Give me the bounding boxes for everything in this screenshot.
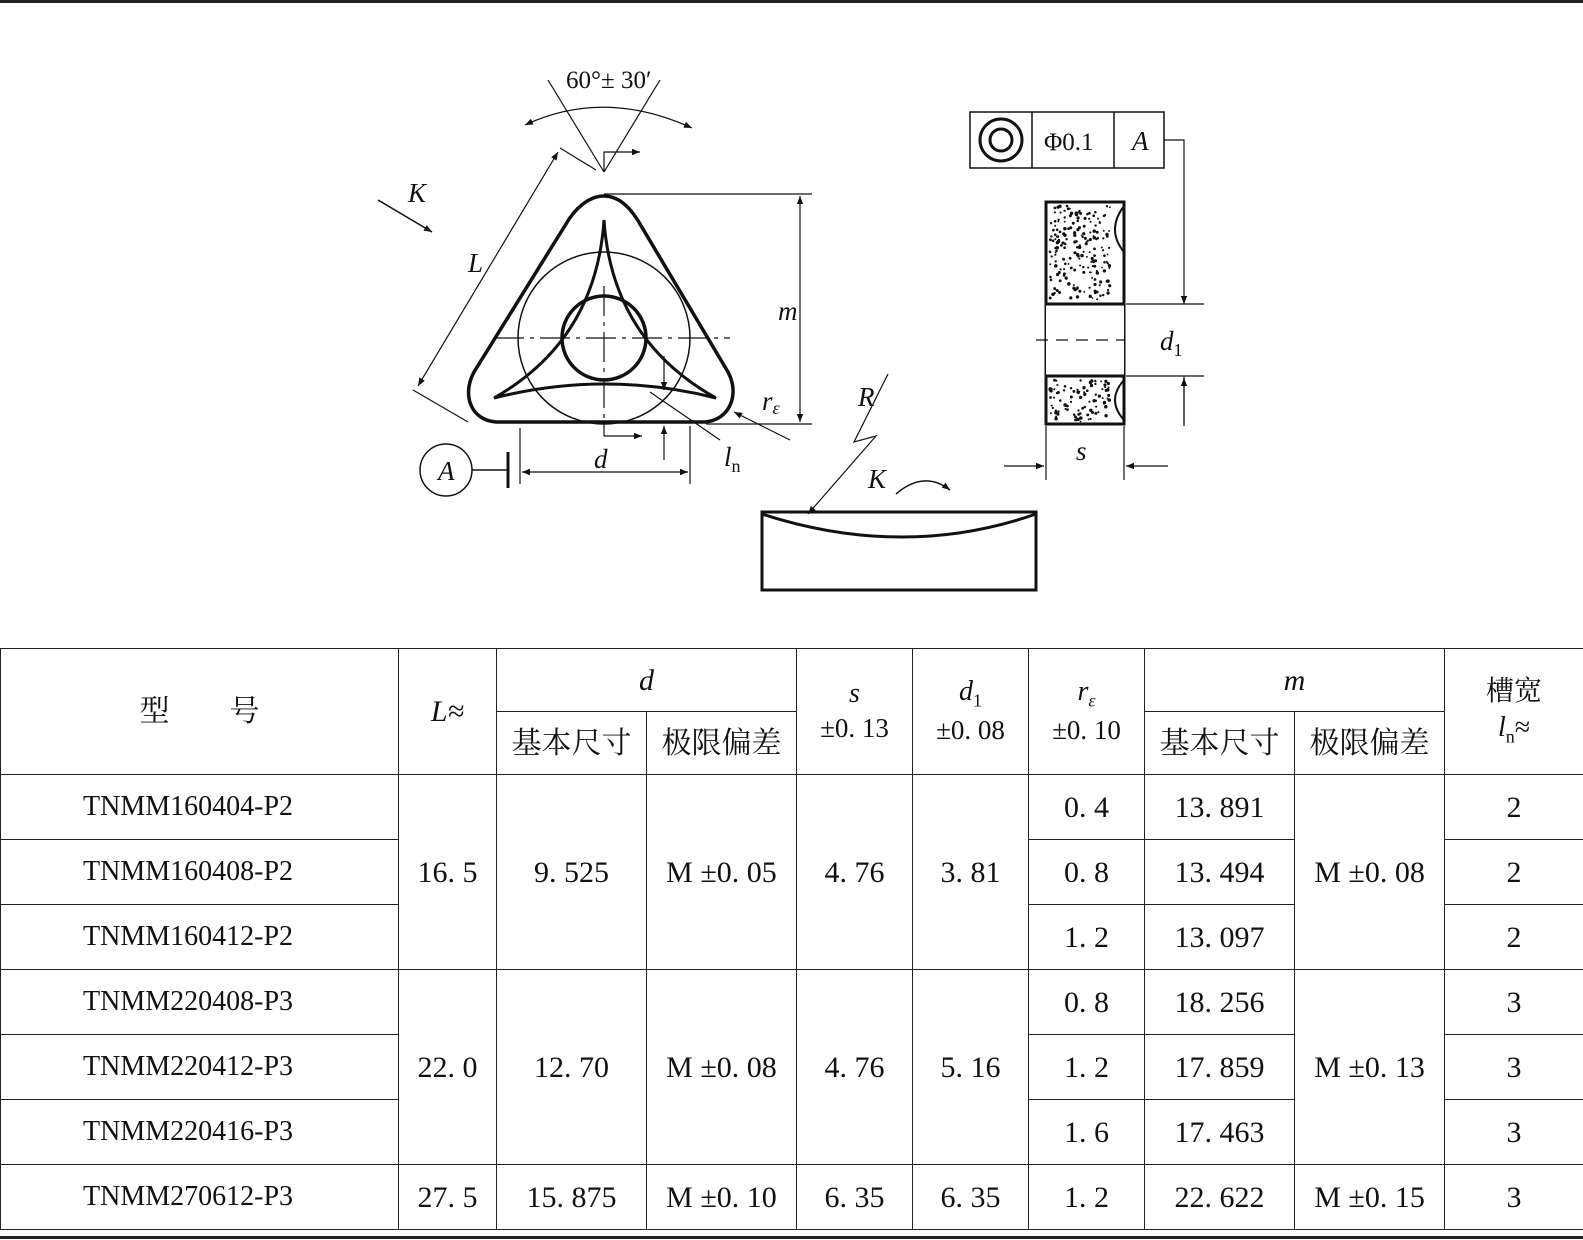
cell-m: 13. 494 <box>1145 840 1295 905</box>
speckle-dot <box>1054 233 1057 236</box>
speckle-dot <box>1078 391 1080 393</box>
speckle-dot <box>1082 266 1085 269</box>
bottom-rule <box>0 1236 1583 1239</box>
speckle-dot <box>1106 261 1108 263</box>
speckle-dot <box>1092 229 1096 233</box>
speckle-dot <box>1075 211 1079 215</box>
insert-spec-table <box>0 648 1583 1230</box>
speckle-dot <box>1076 228 1079 231</box>
speckle-dot <box>1070 387 1072 389</box>
speckle-dot <box>1104 380 1107 383</box>
speckle-dot <box>1063 272 1066 275</box>
speckle-dot <box>1103 269 1106 272</box>
speckle-dot <box>1057 219 1059 221</box>
speckle-dot <box>1049 250 1052 253</box>
speckle-dot <box>1088 418 1090 420</box>
speckle-dot <box>1051 405 1053 407</box>
speckle-dot <box>1078 290 1081 293</box>
cell-s: 6. 35 <box>797 1165 913 1230</box>
speckle-dot <box>1072 222 1075 225</box>
cell-d: 9. 525 <box>497 775 647 970</box>
speckle-dot <box>1081 407 1084 410</box>
speckle-dot <box>1070 266 1073 269</box>
speckle-dot <box>1083 225 1086 228</box>
speckle-dot <box>1087 267 1089 269</box>
cell-ln: 3 <box>1445 1165 1583 1230</box>
speckle-dot <box>1072 287 1075 290</box>
cell-d-limit: M ±0. 08 <box>647 970 797 1165</box>
speckle-dot <box>1063 403 1067 407</box>
speckle-dot <box>1108 247 1110 249</box>
speckle-dot <box>1070 401 1072 403</box>
label-s: s <box>1076 436 1087 466</box>
speckle-dot <box>1108 284 1111 287</box>
speckle-dot <box>1060 244 1063 247</box>
speckle-dot <box>1100 380 1102 382</box>
speckle-dot <box>1082 271 1085 274</box>
cell-m: 17. 859 <box>1145 1035 1295 1100</box>
speckle-dot <box>1049 238 1052 241</box>
speckle-dot <box>1089 231 1091 233</box>
speckle-dot <box>1066 408 1069 411</box>
speckle-dot <box>1090 418 1092 420</box>
cell-l: 22. 0 <box>399 970 497 1165</box>
cell-model: TNMM160404-P2 <box>1 775 399 840</box>
speckle-dot <box>1104 214 1106 216</box>
speckle-dot <box>1108 267 1110 269</box>
cell-ln: 2 <box>1445 775 1583 840</box>
speckle-dot <box>1083 391 1085 393</box>
speckle-dot <box>1092 214 1095 217</box>
cell-ln: 3 <box>1445 970 1583 1035</box>
cell-m-limit: M ±0. 13 <box>1295 970 1445 1165</box>
speckle-dot <box>1053 388 1055 390</box>
speckle-dot <box>1057 410 1059 412</box>
header-m-basic: 基本尺寸 <box>1145 712 1295 775</box>
label-d: d <box>594 444 608 474</box>
speckle-dot <box>1094 412 1097 415</box>
cell-m-limit: M ±0. 08 <box>1295 775 1445 970</box>
speckle-dot <box>1076 295 1079 298</box>
cell-d: 15. 875 <box>497 1165 647 1230</box>
speckle-dot <box>1077 246 1079 248</box>
speckle-dot <box>1054 225 1056 227</box>
speckle-dot <box>1079 379 1081 381</box>
speckle-dot <box>1077 255 1080 258</box>
speckle-dot <box>1073 284 1075 286</box>
speckle-dot <box>1054 292 1056 294</box>
header-m-limit: 极限偏差 <box>1295 712 1445 775</box>
speckle-dot <box>1093 248 1096 251</box>
speckle-dot <box>1065 408 1067 410</box>
cell-d1: 6. 35 <box>913 1165 1029 1230</box>
cell-s: 4. 76 <box>797 775 913 970</box>
header-d: d <box>497 649 797 712</box>
speckle-dot <box>1055 252 1057 254</box>
header-l: L≈ <box>399 649 497 775</box>
speckle-dot <box>1069 214 1072 217</box>
speckle-dot <box>1065 276 1068 279</box>
speckle-dot <box>1056 273 1059 276</box>
table-row <box>1 1165 1583 1230</box>
angle-label: 60°± 30′ <box>566 67 652 94</box>
label-m: m <box>778 296 798 326</box>
speckle-dot <box>1106 279 1109 282</box>
speckle-dot <box>1054 417 1057 420</box>
speckle-dot <box>1086 213 1089 216</box>
speckle-dot <box>1067 282 1071 286</box>
cell-d1: 3. 81 <box>913 775 1029 970</box>
cell-l: 16. 5 <box>399 775 497 970</box>
speckle-dot <box>1083 291 1085 293</box>
speckle-dot <box>1094 259 1097 262</box>
speckle-dot <box>1059 231 1062 234</box>
speckle-dot <box>1049 263 1051 265</box>
speckle-dot <box>1094 278 1097 281</box>
speckle-dot <box>1086 389 1089 392</box>
speckle-dot <box>1051 255 1053 257</box>
speckle-dot <box>1055 380 1057 382</box>
speckle-dot <box>1050 235 1052 237</box>
cell-model: TNMM220408-P3 <box>1 970 399 1035</box>
speckle-dot <box>1049 396 1052 399</box>
speckle-dot <box>1056 289 1059 292</box>
speckle-dot <box>1104 405 1108 409</box>
cell-d-limit: M ±0. 05 <box>647 775 797 970</box>
speckle-dot <box>1097 411 1099 413</box>
label-ln: $l_n$ <box>724 442 741 476</box>
speckle-dot <box>1080 254 1084 258</box>
speckle-dot <box>1054 211 1056 213</box>
speckle-dot <box>1062 258 1065 261</box>
speckle-dot <box>1070 396 1073 399</box>
cell-r: 1. 2 <box>1029 1035 1145 1100</box>
label-r: R <box>858 382 875 412</box>
speckle-dot <box>1059 279 1062 282</box>
speckle-dot <box>1091 257 1094 260</box>
cell-model: TNMM220416-P3 <box>1 1100 399 1165</box>
cell-model: TNMM220412-P3 <box>1 1035 399 1100</box>
insert-technical-drawing <box>0 0 1583 600</box>
speckle-dot <box>1064 216 1066 218</box>
label-k-top: K <box>408 178 427 208</box>
speckle-dot <box>1052 239 1055 242</box>
speckle-dot <box>1063 389 1065 391</box>
speckle-dot <box>1089 271 1091 273</box>
speckle-dot <box>1049 297 1052 300</box>
cell-model: TNMM160408-P2 <box>1 840 399 905</box>
speckle-dot <box>1084 217 1087 220</box>
speckle-dot <box>1066 205 1069 208</box>
cell-r: 0. 8 <box>1029 970 1145 1035</box>
speckle-dot <box>1058 239 1060 241</box>
speckle-dot <box>1078 211 1080 213</box>
speckle-dot <box>1063 246 1066 249</box>
speckle-dot <box>1064 385 1067 388</box>
speckle-dot <box>1099 294 1102 297</box>
speckle-dot <box>1108 264 1111 267</box>
speckle-dot <box>1068 263 1070 265</box>
speckle-dot <box>1103 255 1105 257</box>
speckle-dot <box>1099 284 1101 286</box>
speckle-dot <box>1065 238 1067 240</box>
speckle-dot <box>1059 268 1061 270</box>
speckle-dot <box>1102 397 1104 399</box>
speckle-dot <box>1088 401 1090 403</box>
speckle-dot <box>1054 238 1056 240</box>
speckle-dot <box>1102 294 1104 296</box>
cell-ln: 2 <box>1445 840 1583 905</box>
cell-l: 27. 5 <box>399 1165 497 1230</box>
speckle-dot <box>1073 269 1076 272</box>
speckle-dot <box>1073 234 1076 237</box>
speckle-dot <box>1103 383 1106 386</box>
speckle-dot <box>1056 206 1059 209</box>
speckle-dot <box>1108 230 1110 232</box>
speckle-dot <box>1054 411 1057 414</box>
speckle-dot <box>1109 206 1111 208</box>
speckle-dot <box>1089 409 1092 412</box>
speckle-dot <box>1087 240 1089 242</box>
speckle-dot <box>1094 224 1096 226</box>
speckle-dot <box>1050 279 1053 282</box>
speckle-dot <box>1076 219 1079 222</box>
speckle-dot <box>1101 388 1103 390</box>
speckle-dot <box>1054 254 1056 256</box>
speckle-dot <box>1094 383 1096 385</box>
speckle-dot <box>1105 233 1108 236</box>
speckle-dot <box>1084 237 1087 240</box>
speckle-dot <box>1090 221 1092 223</box>
speckle-dot <box>1055 260 1057 262</box>
speckle-dot <box>1056 228 1059 231</box>
label-l: L <box>468 248 484 278</box>
speckle-dot <box>1049 276 1052 279</box>
speckle-dot <box>1092 265 1094 267</box>
speckle-dot <box>1094 211 1097 214</box>
label-r-epsilon: rε <box>762 386 780 418</box>
speckle-dot <box>1098 394 1101 397</box>
speckle-dot <box>1088 287 1090 289</box>
table-row <box>1 775 1583 840</box>
tolerance-value: Φ0.1 <box>1044 129 1094 156</box>
speckle-dot <box>1086 413 1089 416</box>
cell-r: 1. 2 <box>1029 905 1145 970</box>
side-view-rect <box>762 512 1036 590</box>
speckle-dot <box>1097 237 1100 240</box>
speckle-dot <box>1079 416 1083 420</box>
speckle-dot <box>1079 264 1081 266</box>
speckle-dot <box>1054 264 1058 268</box>
speckle-dot <box>1099 280 1102 283</box>
speckle-dot <box>1063 268 1065 270</box>
speckle-dot <box>1063 210 1065 212</box>
speckle-dot <box>1077 409 1079 411</box>
speckle-dot <box>1077 286 1079 288</box>
header-m: m <box>1145 649 1445 712</box>
speckle-dot <box>1060 212 1062 214</box>
speckle-dot <box>1092 399 1096 403</box>
speckle-dot <box>1106 205 1108 207</box>
cell-m: 13. 891 <box>1145 775 1295 840</box>
speckle-dot <box>1102 249 1104 251</box>
speckle-dot <box>1069 208 1071 210</box>
cell-s: 4. 76 <box>797 970 913 1165</box>
speckle-dot <box>1105 389 1108 392</box>
speckle-dot <box>1088 218 1090 220</box>
speckle-dot <box>1097 218 1099 220</box>
header-d-limit: 极限偏差 <box>647 712 797 775</box>
speckle-dot <box>1069 296 1072 299</box>
speckle-dot <box>1082 232 1085 235</box>
speckle-dot <box>1073 240 1076 243</box>
speckle-dot <box>1054 220 1057 223</box>
speckle-dot <box>1053 287 1056 290</box>
speckle-dot <box>1102 237 1104 239</box>
speckle-dot <box>1058 291 1061 294</box>
speckle-dot <box>1050 222 1052 224</box>
tolerance-datum: A <box>1132 126 1149 156</box>
speckle-dot <box>1080 421 1082 423</box>
speckle-dot <box>1096 271 1099 274</box>
speckle-dot <box>1069 257 1072 260</box>
cell-ln: 3 <box>1445 1035 1583 1100</box>
speckle-dot <box>1091 297 1093 299</box>
speckle-dot <box>1064 263 1067 266</box>
cell-m: 17. 463 <box>1145 1100 1295 1165</box>
speckle-dot <box>1052 407 1054 409</box>
speckle-dot <box>1078 258 1080 260</box>
label-d1: $d_1$ <box>1160 326 1183 360</box>
speckle-dot <box>1073 413 1076 416</box>
speckle-dot <box>1093 254 1096 257</box>
speckle-dot <box>1086 256 1088 258</box>
speckle-dot <box>1106 291 1109 294</box>
speckle-dot <box>1072 390 1075 393</box>
cell-m: 18. 256 <box>1145 970 1295 1035</box>
speckle-dot <box>1107 394 1110 397</box>
speckle-dot <box>1057 391 1060 394</box>
speckle-dot <box>1094 290 1097 293</box>
speckle-dot <box>1099 222 1101 224</box>
speckle-dot <box>1095 406 1097 408</box>
speckle-dot <box>1093 283 1096 286</box>
speckle-dot <box>1077 413 1080 416</box>
speckle-dot <box>1083 251 1085 253</box>
speckle-dot <box>1095 394 1097 396</box>
speckle-dot <box>1090 384 1093 387</box>
header-d1: $d_1$ ±0. 08 <box>913 649 1029 775</box>
speckle-dot <box>1050 412 1052 414</box>
cell-d-limit: M ±0. 10 <box>647 1165 797 1230</box>
header-ln: 槽宽 $l_n\approx$ <box>1445 649 1583 775</box>
header-s: s ±0. 13 <box>797 649 913 775</box>
speckle-dot <box>1089 251 1091 253</box>
speckle-dot <box>1103 261 1106 264</box>
speckle-dot <box>1090 261 1092 263</box>
cell-m: 22. 622 <box>1145 1165 1295 1230</box>
speckle-dot <box>1090 379 1093 382</box>
cell-m: 13. 097 <box>1145 905 1295 970</box>
speckle-dot <box>1064 221 1066 223</box>
speckle-dot <box>1063 227 1067 231</box>
speckle-dot <box>1076 389 1078 391</box>
speckle-dot <box>1103 230 1105 232</box>
speckle-dot <box>1108 398 1112 402</box>
cell-d1: 5. 16 <box>913 970 1029 1165</box>
speckle-dot <box>1053 397 1055 399</box>
label-k-bottom: K <box>868 464 887 494</box>
speckle-dot <box>1081 235 1083 237</box>
speckle-dot <box>1074 419 1077 422</box>
cell-d: 12. 70 <box>497 970 647 1165</box>
speckle-dot <box>1089 238 1092 241</box>
speckle-dot <box>1103 401 1106 404</box>
speckle-dot <box>1093 235 1095 237</box>
cell-ln: 2 <box>1445 905 1583 970</box>
table-row <box>1 970 1583 1035</box>
header-model: 型 号 <box>1 649 399 775</box>
cell-m-limit: M ±0. 15 <box>1295 1165 1445 1230</box>
datum-a-label: A <box>438 456 455 486</box>
speckle-dot <box>1062 242 1064 244</box>
speckle-dot <box>1091 277 1093 279</box>
speckle-dot <box>1079 396 1082 399</box>
speckle-dot <box>1104 414 1107 417</box>
speckle-dot <box>1063 234 1066 237</box>
speckle-dot <box>1101 247 1103 249</box>
speckle-dot <box>1101 267 1103 269</box>
speckle-dot <box>1079 244 1081 246</box>
speckle-dot <box>1096 298 1098 300</box>
cell-ln: 3 <box>1445 1100 1583 1165</box>
header-r-epsilon: $r_\varepsilon$ ±0. 10 <box>1029 649 1145 775</box>
speckle-dot <box>1052 229 1055 232</box>
speckle-dot <box>1056 384 1058 386</box>
speckle-dot <box>1076 216 1079 219</box>
speckle-dot <box>1096 231 1099 234</box>
speckle-dot <box>1082 386 1085 389</box>
header-d-basic: 基本尺寸 <box>497 712 647 775</box>
speckle-dot <box>1049 389 1052 392</box>
speckle-dot <box>1107 253 1109 255</box>
speckle-dot <box>1054 247 1056 249</box>
speckle-dot <box>1054 207 1057 210</box>
speckle-dot <box>1089 295 1092 298</box>
cell-r: 1. 6 <box>1029 1100 1145 1165</box>
speckle-dot <box>1056 235 1059 238</box>
cell-r: 0. 8 <box>1029 840 1145 905</box>
speckle-dot <box>1094 380 1096 382</box>
speckle-dot <box>1107 289 1109 291</box>
speckle-dot <box>1067 227 1070 230</box>
speckle-dot <box>1059 399 1062 402</box>
cell-model: TNMM160412-P2 <box>1 905 399 970</box>
cell-r: 0. 4 <box>1029 775 1145 840</box>
cell-model: TNMM270612-P3 <box>1 1165 399 1230</box>
speckle-dot <box>1073 251 1076 254</box>
cell-r: 1. 2 <box>1029 1165 1145 1230</box>
